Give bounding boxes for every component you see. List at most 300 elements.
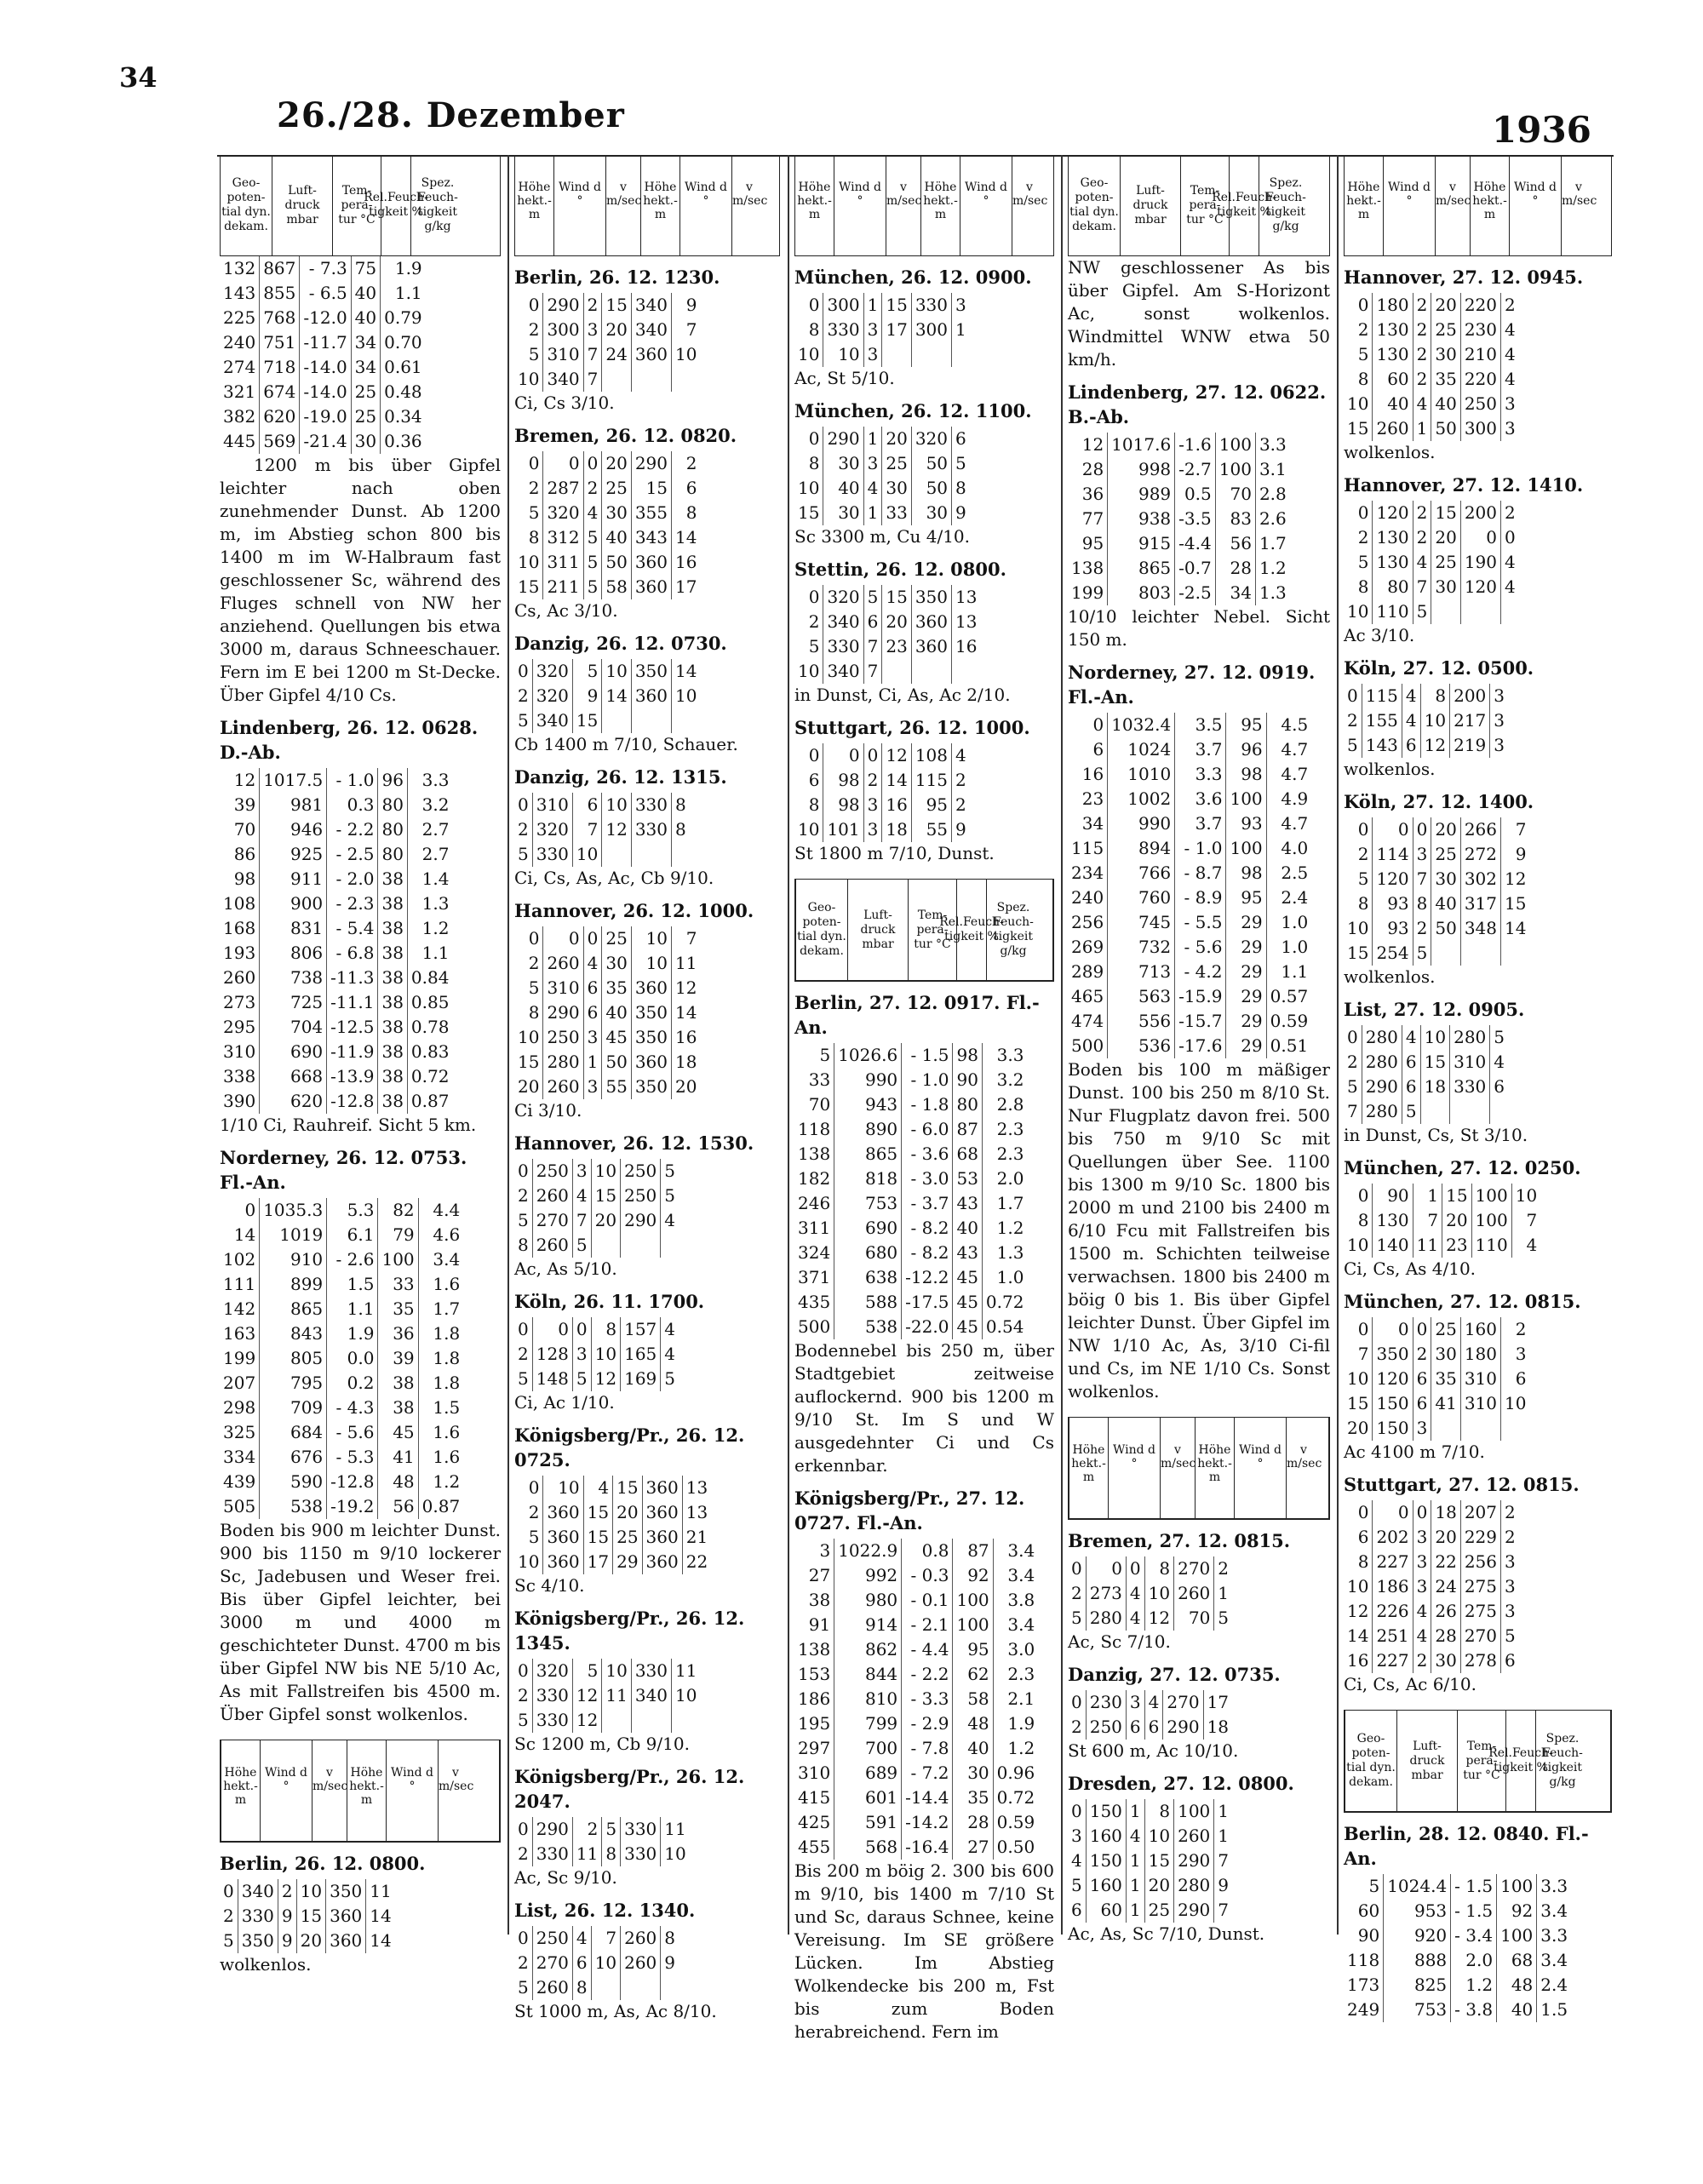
- table-cell: 20: [591, 1208, 620, 1233]
- table-cell: 1.3: [1255, 581, 1289, 605]
- table-cell: 3: [1490, 708, 1508, 733]
- table-row: [794, 318, 970, 342]
- table-cell: 110: [1471, 1233, 1511, 1258]
- table-cell: 2: [583, 476, 602, 501]
- table-cell: 867: [260, 256, 300, 281]
- header-cell: Spez. Feuch-tigkeit g/kg: [1265, 176, 1306, 233]
- table-cell: 100: [1471, 1184, 1511, 1208]
- table-cell: 28: [1081, 459, 1104, 479]
- table-cell: 8: [1144, 1799, 1173, 1824]
- table-cell: 981: [260, 793, 327, 817]
- table-cell: 25: [602, 476, 631, 501]
- table-cell: 18: [672, 1050, 701, 1075]
- table-cell: 1.2: [1255, 556, 1289, 581]
- table-cell: -14.2: [902, 1810, 953, 1835]
- table-cell: 350: [1373, 1342, 1413, 1367]
- table-row: [1344, 941, 1529, 966]
- table-cell: 1.7: [982, 1191, 1027, 1216]
- table-cell: 4: [661, 1208, 679, 1233]
- table-cell: 98: [1226, 762, 1266, 787]
- table-cell: 3.3: [982, 1043, 1027, 1068]
- table-cell: 1.2: [1451, 1973, 1497, 1998]
- table-row: [514, 708, 700, 733]
- station-title: Danzig, 26. 12. 1315.: [514, 766, 727, 788]
- aero-table-header: [220, 155, 501, 256]
- header-cell: Tem-pera-tur °C: [1181, 155, 1230, 255]
- table-cell: 39: [378, 1346, 418, 1371]
- table-cell: 2: [1413, 1648, 1431, 1673]
- table-cell: 4.7: [1266, 811, 1311, 836]
- table-cell: 290: [543, 293, 583, 318]
- station-title: Norderney, 26. 12. 0753. Fl.-An.: [220, 1147, 467, 1193]
- table-cell: 1024.4: [1384, 1874, 1451, 1899]
- table-cell: 1: [863, 427, 882, 451]
- table-cell: 753: [834, 1191, 902, 1216]
- table-cell: 249: [1347, 1999, 1380, 2020]
- table-cell: 3: [863, 451, 882, 476]
- table-cell: 0: [518, 794, 529, 815]
- table-row: [220, 1904, 395, 1929]
- table-cell: 219: [1450, 733, 1490, 758]
- table-cell: 676: [260, 1445, 327, 1470]
- table-cell: 11: [672, 951, 701, 976]
- table-cell: 0.61: [381, 355, 426, 380]
- table-cell: [672, 842, 690, 867]
- table-cell: - 3.8: [1451, 1998, 1497, 2022]
- table-row: [794, 1563, 1038, 1588]
- table-cell: 330: [238, 1904, 278, 1929]
- table-cell: 2.8: [1255, 482, 1289, 507]
- table-cell: -0.7: [1175, 556, 1216, 581]
- table-cell: 340: [823, 610, 863, 634]
- table-cell: 9: [952, 817, 970, 842]
- table-cell: 165: [621, 1342, 661, 1367]
- table-cell: 16: [1347, 1650, 1369, 1671]
- table-cell: 2: [808, 611, 820, 632]
- station-title: Königsberg/Pr., 26. 12. 1345.: [514, 1608, 745, 1654]
- table-cell: 0: [1413, 817, 1431, 842]
- wind-table: [514, 451, 700, 599]
- table-cell: 15: [583, 1525, 612, 1550]
- table-cell: 18: [1203, 1715, 1232, 1740]
- table-row: [514, 367, 700, 392]
- table-cell: - 2.2: [902, 1662, 953, 1687]
- station-title: Dresden, 27. 12. 0800.: [1068, 1773, 1294, 1794]
- table-cell: 899: [260, 1272, 327, 1297]
- table-cell: 348: [1460, 916, 1500, 941]
- table-cell: 0: [1347, 685, 1358, 706]
- table-row: [1068, 556, 1290, 581]
- table-cell: 33: [882, 501, 911, 525]
- table-row: [1068, 433, 1290, 457]
- table-cell: 2: [528, 319, 540, 340]
- table-cell: 310: [1460, 1391, 1500, 1416]
- table-cell: 3: [572, 1159, 591, 1184]
- table-cell: 173: [1347, 1975, 1380, 1995]
- table-cell: 620: [260, 1089, 327, 1114]
- table-cell: 40: [1497, 1998, 1537, 2022]
- table-cell: 360: [911, 634, 951, 659]
- table-row: [220, 817, 452, 842]
- table-cell: 22: [1431, 1550, 1460, 1574]
- table-cell: 25: [351, 380, 380, 404]
- table-cell: 16: [672, 1025, 701, 1050]
- table-cell: 751: [260, 330, 300, 355]
- table-row: [514, 1159, 679, 1184]
- table-cell: 3.3: [1175, 762, 1226, 787]
- station-note: 10/10 leichter Nebel. Sicht 150 m.: [1068, 606, 1330, 650]
- table-cell: 38: [808, 1590, 831, 1610]
- table-cell: 11: [572, 1842, 601, 1866]
- table-cell: 2: [518, 1952, 529, 1973]
- table-cell: [672, 367, 701, 392]
- station-note: St 1000 m, As, Ac 8/10.: [514, 2001, 717, 2021]
- table-row: [1068, 1034, 1311, 1058]
- table-row: [514, 1208, 679, 1233]
- table-cell: 1: [1126, 1799, 1144, 1824]
- page-title: 26./28. Dezember: [277, 95, 625, 135]
- table-cell: [661, 1975, 679, 2000]
- table-cell: 8: [528, 1002, 540, 1023]
- table-cell: 82: [378, 1198, 418, 1223]
- table-cell: 1.5: [327, 1272, 378, 1297]
- table-cell: 0: [1071, 1558, 1082, 1579]
- table-cell: 334: [223, 1447, 256, 1467]
- table-cell: 10: [602, 659, 631, 684]
- table-cell: 29: [1226, 1034, 1266, 1058]
- table-cell: 2: [863, 768, 882, 793]
- table-cell: [631, 708, 671, 733]
- table-cell: 3.1: [1255, 457, 1289, 482]
- table-cell: 7: [583, 342, 602, 367]
- table-cell: 0.2: [327, 1371, 378, 1396]
- table-cell: 8: [1420, 684, 1449, 708]
- table-cell: 260: [532, 1975, 572, 2000]
- table-cell: 30: [823, 501, 863, 525]
- table-cell: [631, 842, 671, 867]
- table-row: [514, 659, 700, 684]
- table-row: [794, 501, 970, 525]
- table-cell: 360: [631, 1050, 671, 1075]
- table-cell: 799: [834, 1711, 902, 1736]
- table-cell: 1002: [1108, 787, 1175, 811]
- table-row: [1344, 1973, 1571, 1998]
- column-1: [220, 155, 501, 1976]
- table-row: [1068, 910, 1311, 935]
- wind-table: [1344, 1317, 1529, 1441]
- table-cell: 3: [819, 1540, 831, 1561]
- table-cell: 7: [1413, 867, 1431, 891]
- table-cell: 620: [260, 404, 300, 429]
- table-cell: 1.5: [418, 1396, 463, 1420]
- table-cell: 48: [1497, 1973, 1537, 1998]
- table-row: [1068, 482, 1290, 507]
- table-cell: 1010: [1108, 762, 1175, 787]
- table-cell: 11: [602, 1683, 631, 1708]
- table-cell: 80: [1373, 575, 1413, 599]
- table-cell: 10: [518, 369, 540, 389]
- table-cell: 14: [1347, 1625, 1369, 1646]
- station-title: Norderney, 27. 12. 0919. Fl.-An.: [1068, 662, 1316, 708]
- table-cell: 98: [823, 768, 863, 793]
- table-cell: 1.2: [407, 916, 452, 941]
- table-cell: 12: [1144, 1606, 1173, 1631]
- table-cell: [602, 367, 631, 392]
- header-cell: Höhe hekt.-m: [347, 1740, 387, 1841]
- header-cell: Geo-poten-tial dyn. dekam.: [1069, 155, 1121, 255]
- table-cell: 330: [1450, 1075, 1490, 1099]
- table-row: [1068, 861, 1311, 886]
- table-cell: 7: [1501, 817, 1530, 842]
- table-row: [1068, 457, 1290, 482]
- table-cell: 163: [223, 1323, 256, 1344]
- table-cell: 20: [1144, 1873, 1173, 1898]
- table-cell: 6: [863, 610, 882, 634]
- header-cell: Wind d °: [680, 155, 732, 255]
- table-cell: 0: [1092, 714, 1104, 735]
- table-cell: 14: [366, 1904, 395, 1929]
- station-note: Bis 200 m böig 2. 300 bis 600 m 9/10, bis 1400 m 7/10 St und Sc, daraus Schnee, keine Vereisung. Im SE größere Lücken. Im Abstieg Wolkendecke bis 200 m, Fst bis zum Boden herabreichend. Fern im: [794, 1860, 1054, 2042]
- table-row: [514, 1233, 679, 1258]
- table-cell: 50: [602, 1050, 631, 1075]
- station-title: Berlin, 26. 12. 1230.: [514, 267, 720, 288]
- column-5: [1344, 155, 1612, 2022]
- station-note: wolkenlos.: [1344, 442, 1436, 462]
- table-cell: 12: [572, 1708, 601, 1733]
- table-cell: 290: [631, 451, 671, 476]
- station-title: München, 27. 12. 0815.: [1344, 1291, 1581, 1312]
- table-cell: 5: [518, 1368, 529, 1389]
- table-cell: 138: [1071, 558, 1104, 578]
- wind-table-header: [221, 1740, 500, 1842]
- table-cell: 4: [572, 1184, 591, 1208]
- table-cell: 20: [1431, 525, 1460, 550]
- table-cell: 768: [260, 306, 300, 330]
- table-cell: 1.5: [1537, 1998, 1571, 2022]
- table-cell: 320: [532, 684, 572, 708]
- table-cell: 0.79: [381, 306, 426, 330]
- table-cell: 12: [591, 1367, 620, 1391]
- table-cell: 115: [1071, 838, 1104, 858]
- table-row: [1068, 787, 1311, 811]
- table-cell: 732: [1108, 935, 1175, 960]
- station-title: Hannover, 27. 12. 1410.: [1344, 474, 1584, 496]
- table-cell: 911: [260, 867, 327, 891]
- table-cell: 0.36: [381, 429, 426, 454]
- table-row: [514, 1050, 700, 1075]
- table-row: [220, 380, 426, 404]
- table-cell: 100: [378, 1247, 418, 1272]
- table-cell: 23: [1081, 788, 1104, 809]
- table-row: [514, 1842, 690, 1866]
- table-cell: -11.9: [327, 1040, 378, 1064]
- table-cell: 6: [1413, 1367, 1431, 1391]
- table-row: [1068, 1009, 1311, 1034]
- table-row: [514, 951, 700, 976]
- table-cell: 5: [1347, 735, 1358, 755]
- header-cell: Höhe hekt.-m: [795, 155, 834, 255]
- table-cell: 3.3: [1537, 1923, 1571, 1948]
- table-cell: 2: [1413, 1342, 1431, 1367]
- table-cell: 5: [518, 1710, 529, 1730]
- table-cell: - 2.6: [327, 1247, 378, 1272]
- table-cell: 40: [1373, 392, 1413, 416]
- table-cell: 8: [1357, 1210, 1369, 1230]
- table-cell: 110: [1373, 599, 1413, 624]
- table-row: [794, 1315, 1027, 1339]
- table-cell: 1: [1413, 416, 1431, 441]
- table-cell: 5: [1071, 1608, 1082, 1628]
- table-cell: 2: [1501, 1317, 1530, 1342]
- table-cell: 36: [378, 1321, 418, 1346]
- table-cell: - 1.0: [1175, 836, 1226, 861]
- table-row: [794, 1687, 1038, 1711]
- table-cell: 5: [572, 659, 601, 684]
- table-cell: 21: [682, 1525, 711, 1550]
- table-cell: 0: [808, 745, 820, 765]
- table-cell: 30: [911, 501, 951, 525]
- table-cell: -17.5: [902, 1290, 953, 1315]
- table-cell: 0: [1357, 1185, 1369, 1206]
- table-cell: 50: [1431, 416, 1460, 441]
- table-cell: 168: [223, 918, 256, 938]
- table-cell: 753: [1384, 1998, 1451, 2022]
- table-cell: 225: [223, 307, 256, 328]
- table-cell: 30: [602, 501, 631, 525]
- table-cell: 6: [583, 1000, 602, 1025]
- table-cell: 865: [834, 1142, 902, 1167]
- table-cell: 310: [532, 793, 572, 817]
- table-cell: 25: [882, 451, 911, 476]
- table-row: [1344, 1500, 1519, 1525]
- table-cell: 8: [672, 793, 690, 817]
- station-note: St 1800 m 7/10, Dunst.: [794, 843, 995, 863]
- table-row: [794, 1216, 1027, 1241]
- table-cell: 310: [543, 976, 583, 1000]
- wind-table: [794, 743, 970, 842]
- table-cell: 290: [1174, 1849, 1214, 1873]
- table-cell: 55: [602, 1075, 631, 1099]
- table-cell: 910: [260, 1247, 327, 1272]
- table-cell: 8: [1357, 576, 1369, 597]
- table-cell: 330: [532, 1683, 572, 1708]
- table-cell: 3: [863, 817, 882, 842]
- table-cell: 182: [798, 1168, 831, 1189]
- table-cell: 5.3: [327, 1198, 378, 1223]
- table-row: [1344, 708, 1508, 733]
- table-cell: 8: [602, 1842, 621, 1866]
- header-cell: Wind d °: [1384, 155, 1436, 255]
- table-cell: 157: [621, 1317, 661, 1342]
- table-cell: 29: [1226, 935, 1266, 960]
- table-cell: 745: [1108, 910, 1175, 935]
- wind-table: [794, 427, 970, 525]
- table-row: [794, 1711, 1038, 1736]
- table-cell: 2: [518, 1344, 529, 1364]
- table-cell: 9: [661, 1951, 679, 1975]
- table-cell: 270: [1460, 1624, 1500, 1648]
- table-row: [794, 1588, 1038, 1613]
- table-cell: 855: [260, 281, 300, 306]
- table-cell: 4: [1413, 392, 1431, 416]
- table-cell: 825: [1384, 1973, 1451, 1998]
- wind-table: [514, 293, 700, 392]
- table-row: [220, 1929, 395, 1953]
- table-cell: 1.1: [407, 941, 452, 966]
- table-cell: 12: [1501, 867, 1530, 891]
- table-cell: 15: [1431, 501, 1460, 525]
- table-cell: 360: [543, 1525, 583, 1550]
- table-cell: 56: [378, 1494, 418, 1519]
- table-cell: - 1.5: [1451, 1874, 1497, 1899]
- table-cell: 274: [223, 357, 256, 377]
- table-cell: 20: [602, 451, 631, 476]
- station-note: 1/10 Ci, Rauhreif. Sicht 5 km.: [220, 1115, 477, 1135]
- table-cell: 8: [952, 476, 970, 501]
- aero-table: [1068, 713, 1311, 1058]
- table-cell: 4: [1126, 1606, 1144, 1631]
- table-cell: 5: [528, 1527, 540, 1547]
- table-cell: 3: [1126, 1690, 1144, 1715]
- table-cell: 55: [911, 817, 951, 842]
- table-cell: 2.6: [1255, 507, 1289, 531]
- table-cell: 68: [953, 1142, 982, 1167]
- table-cell: [882, 342, 911, 367]
- table-cell: 10: [1420, 1025, 1449, 1050]
- table-cell: 1.7: [1255, 531, 1289, 556]
- table-row: [220, 1247, 463, 1272]
- table-cell: 2: [278, 1879, 296, 1904]
- table-cell: 20: [1347, 1418, 1369, 1438]
- station-title: List, 27. 12. 0905.: [1344, 999, 1525, 1020]
- aero-table-header: [795, 880, 1053, 981]
- table-row: [514, 550, 700, 575]
- table-row: [514, 1708, 700, 1733]
- table-cell: 0: [1357, 1319, 1369, 1339]
- table-cell: 3.5: [1175, 713, 1226, 737]
- table-cell: 40: [953, 1216, 982, 1241]
- table-cell: 2: [1413, 367, 1431, 392]
- table-cell: 58: [953, 1687, 993, 1711]
- station-title: Bremen, 27. 12. 0815.: [1068, 1530, 1291, 1551]
- table-row: [514, 501, 700, 525]
- table-cell: 0: [1501, 525, 1519, 550]
- table-cell: 5: [518, 1977, 529, 1998]
- table-row: [1344, 501, 1519, 525]
- table-cell: 0.8: [902, 1539, 953, 1563]
- table-cell: 2: [1214, 1556, 1232, 1581]
- table-cell: 668: [260, 1064, 327, 1089]
- station-note: Ac, Sc 7/10.: [1068, 1631, 1171, 1652]
- table-cell: 80: [378, 793, 407, 817]
- table-cell: -22.0: [902, 1315, 953, 1339]
- station-title: Berlin, 26. 12. 0800.: [220, 1853, 426, 1874]
- table-cell: 20: [518, 1076, 540, 1097]
- table-cell: 193: [223, 943, 256, 963]
- table-cell: 10: [1420, 708, 1449, 733]
- table-cell: 160: [1086, 1824, 1126, 1849]
- station-note: Sc 4/10.: [514, 1575, 585, 1596]
- table-cell: 0.57: [1266, 984, 1311, 1009]
- table-cell: 260: [532, 1184, 572, 1208]
- wind-table: [794, 293, 970, 367]
- table-cell: 310: [223, 1041, 256, 1062]
- table-cell: 0: [1460, 525, 1500, 550]
- table-row: [1068, 1556, 1232, 1581]
- table-cell: 20: [882, 610, 911, 634]
- table-cell: 325: [223, 1422, 256, 1442]
- header-cell: Wind d °: [1235, 1418, 1287, 1518]
